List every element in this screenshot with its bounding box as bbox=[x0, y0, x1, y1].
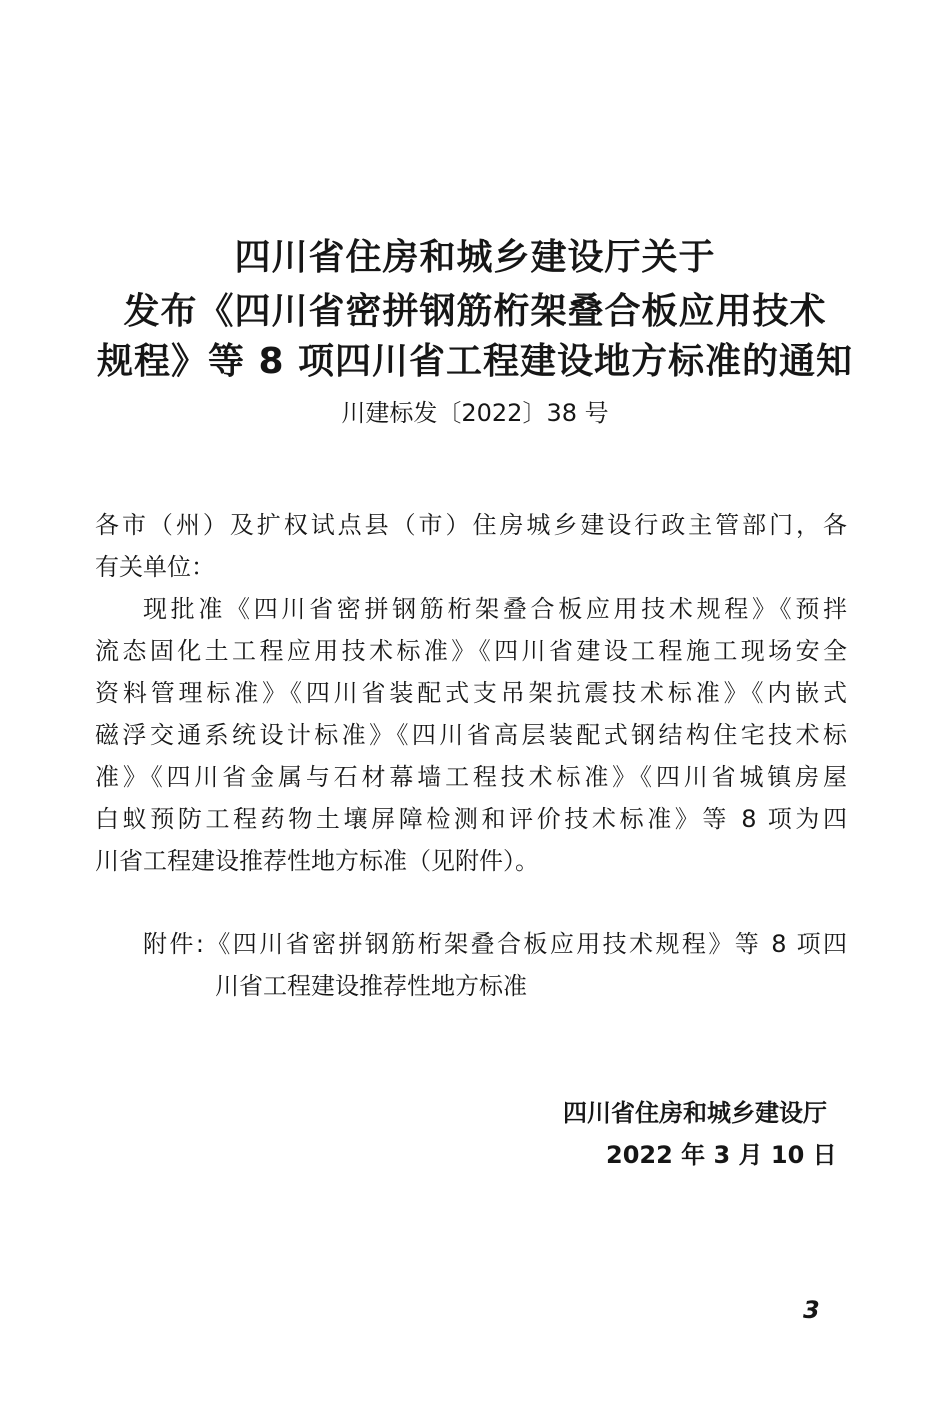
attachment-line-1: 附件:《四川省密拼钢筋桁架叠合板应用技术规程》等 8 项四 bbox=[143, 930, 847, 958]
body-line-5: 准》《四川省金属与石材幕墙工程技术标准》《四川省城镇房屋 bbox=[95, 763, 847, 791]
body-line-2: 流态固化土工程应用技术标准》《四川省建设工程施工现场安全 bbox=[95, 637, 847, 665]
body-line-1: 现批准《四川省密拼钢筋桁架叠合板应用技术规程》《预拌 bbox=[143, 595, 847, 623]
body-line-4: 磁浮交通系统设计标准》《四川省高层装配式钢结构住宅技术标 bbox=[95, 721, 847, 749]
title-line-1: 四川省住房和城乡建设厅关于 bbox=[234, 237, 716, 278]
signature-date: 2022 年 3 月 10 日 bbox=[606, 1141, 837, 1169]
body-line-6: 白蚁预防工程药物土壤屏障检测和评价技术标准》等 8 项为四 bbox=[95, 805, 847, 833]
document-number: 川建标发〔2022〕38 号 bbox=[341, 399, 609, 427]
salutation-line-1: 各市（州）及扩权试点县（市）住房城乡建设行政主管部门，各 bbox=[95, 511, 847, 539]
salutation-line-2: 有关单位： bbox=[95, 553, 215, 581]
title-line-3: 规程》等 8 项四川省工程建设地方标准的通知 bbox=[96, 341, 854, 382]
body-line-7: 川省工程建设推荐性地方标准（见附件）。 bbox=[95, 847, 539, 875]
body-line-3: 资料管理标准》《四川省装配式支吊架抗震技术标准》《内嵌式 bbox=[95, 679, 847, 707]
title-line-2: 发布《四川省密拼钢筋桁架叠合板应用技术 bbox=[123, 291, 827, 332]
signature-org: 四川省住房和城乡建设厅 bbox=[563, 1099, 827, 1127]
page-number: 3 bbox=[803, 1296, 820, 1324]
attachment-line-2: 川省工程建设推荐性地方标准 bbox=[215, 972, 527, 1000]
